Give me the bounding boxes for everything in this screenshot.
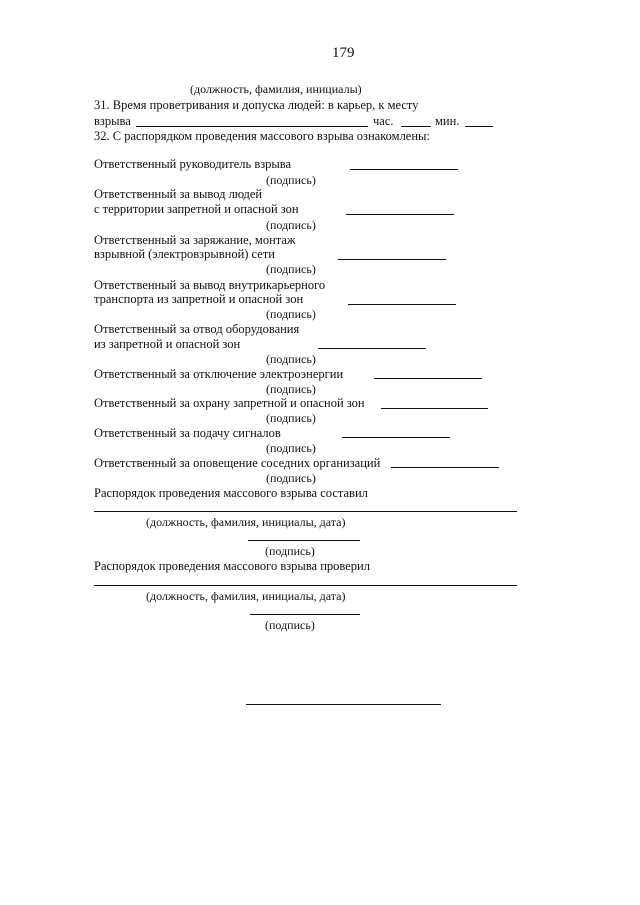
- compiled-by-label: Распорядок проведения массового взрыва составил: [94, 486, 368, 500]
- responsible-charging-line1: Ответственный за заряжание, монтаж: [94, 233, 296, 247]
- signature-line[interactable]: [346, 214, 454, 215]
- responsible-people-removal-line2: с территории запретной и опасной зон: [94, 202, 299, 216]
- bottom-signature-line[interactable]: [246, 704, 441, 705]
- signature-caption: (подпись): [266, 441, 316, 455]
- compiled-by-signature-line[interactable]: [248, 540, 360, 541]
- checked-by-signature-line[interactable]: [250, 614, 360, 615]
- signature-caption: (подпись): [266, 262, 316, 276]
- responsible-blast-leader: Ответственный руководитель взрыва: [94, 157, 292, 171]
- position-caption: (должность, фамилия, инициалы, дата): [146, 515, 346, 529]
- signature-caption: (подпись): [265, 618, 315, 632]
- responsible-zone-guard: Ответственный за охрану запретной и опасной зон: [94, 396, 365, 410]
- hours-blank-line[interactable]: [401, 126, 431, 127]
- signature-line[interactable]: [391, 467, 499, 468]
- top-caption: (должность, фамилия, инициалы): [190, 82, 362, 96]
- responsible-transport-line2: транспорта из запретной и опасной зон: [94, 292, 304, 306]
- signature-caption: (подпись): [266, 471, 316, 485]
- signature-line[interactable]: [350, 169, 458, 170]
- position-caption: (должность, фамилия, инициалы, дата): [146, 589, 346, 603]
- signature-line[interactable]: [381, 408, 488, 409]
- responsible-equipment-line1: Ответственный за отвод оборудования: [94, 322, 300, 336]
- responsible-charging-line2: взрывной (электровзрывной) сети: [94, 247, 275, 261]
- signature-caption: (подпись): [266, 411, 316, 425]
- responsible-signals: Ответственный за подачу сигналов: [94, 426, 281, 440]
- signature-caption: (подпись): [266, 307, 316, 321]
- signature-caption: (подпись): [266, 218, 316, 232]
- responsible-transport-line1: Ответственный за вывод внутрикарьерного: [94, 278, 326, 292]
- signature-caption: (подпись): [266, 382, 316, 396]
- signature-caption: (подпись): [266, 352, 316, 366]
- signature-caption: (подпись): [266, 173, 316, 187]
- signature-line[interactable]: [318, 348, 426, 349]
- item31-line1: 31. Время проветривания и допуска людей: в карьер, к месту: [94, 98, 419, 112]
- responsible-equipment-line2: из запретной и опасной зон: [94, 337, 241, 351]
- item31-line2-prefix: взрыва: [94, 114, 131, 128]
- signature-caption: (подпись): [265, 544, 315, 558]
- responsible-power-off: Ответственный за отключение электроэнергии: [94, 367, 344, 381]
- signature-line[interactable]: [342, 437, 450, 438]
- minutes-label: мин.: [435, 114, 460, 128]
- time-blank-line[interactable]: [136, 126, 368, 127]
- checked-by-position-line[interactable]: [94, 585, 517, 586]
- item32-text: 32. С распорядком проведения массового взрыва ознакомлены:: [94, 129, 430, 143]
- page-number: 179: [332, 45, 355, 61]
- signature-line[interactable]: [338, 259, 446, 260]
- hours-label: час.: [373, 114, 394, 128]
- compiled-by-position-line[interactable]: [94, 511, 517, 512]
- responsible-neighbors-notice: Ответственный за оповещение соседних организаций: [94, 456, 381, 470]
- responsible-people-removal-line1: Ответственный за вывод людей: [94, 187, 263, 201]
- signature-line[interactable]: [374, 378, 482, 379]
- checked-by-label: Распорядок проведения массового взрыва проверил: [94, 559, 370, 573]
- signature-line[interactable]: [348, 304, 456, 305]
- minutes-blank-line[interactable]: [465, 126, 493, 127]
